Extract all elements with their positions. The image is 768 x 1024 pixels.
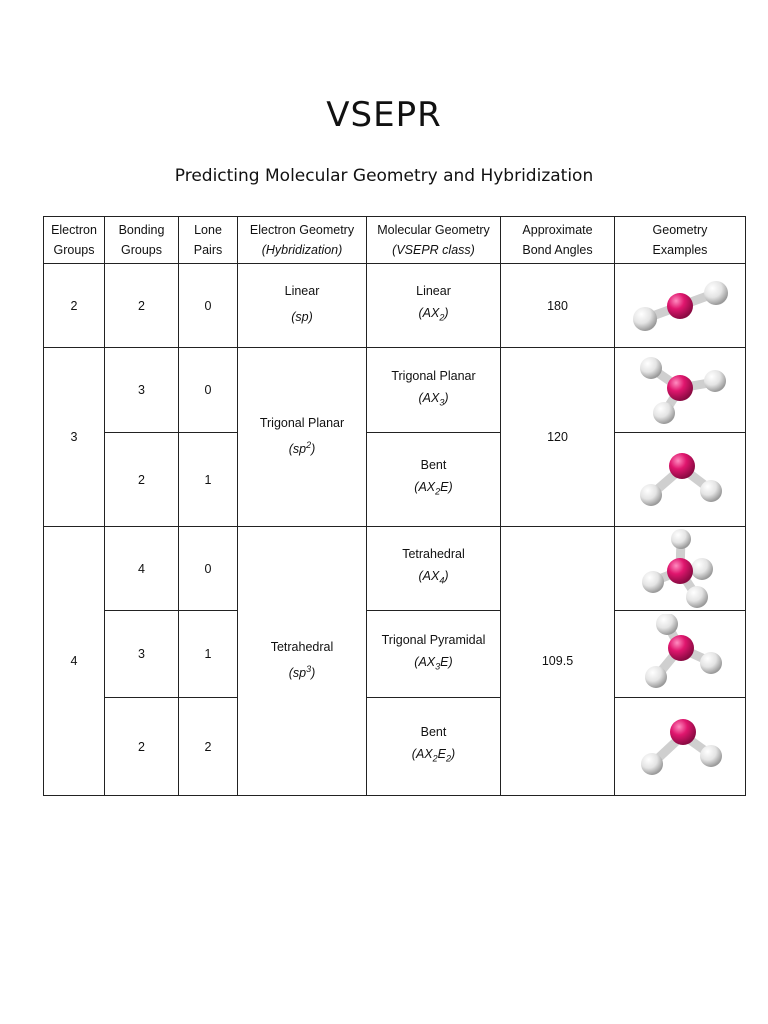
bonding-groups-cell: 2 bbox=[105, 264, 179, 348]
example-cell bbox=[615, 264, 746, 348]
table-row bbox=[44, 527, 746, 611]
molecular-geometry-cell: Bent $(AX_2E)$ bbox=[367, 433, 501, 527]
electron-geometry-cell: Trigonal Planar $(sp^2)$ bbox=[238, 348, 367, 527]
table-row bbox=[44, 611, 746, 698]
vsepr-table bbox=[43, 216, 746, 796]
table-row bbox=[44, 698, 746, 796]
header-molecular-geometry: Molecular Geometry (VSEPR class) bbox=[367, 217, 501, 264]
header-bonding-groups: Bonding Groups bbox=[105, 217, 179, 264]
molecular-geometry-cell: Linear $(AX_2)$ bbox=[367, 264, 501, 348]
table-row bbox=[44, 348, 746, 433]
trigonal-planar-model-icon bbox=[625, 354, 735, 426]
example-cell bbox=[615, 611, 746, 698]
bonding-groups-cell: 2 bbox=[105, 698, 179, 796]
bonding-groups-cell: 3 bbox=[105, 348, 179, 433]
lone-pairs-cell: 1 bbox=[179, 611, 238, 698]
tetrahedral-model-icon bbox=[625, 529, 735, 609]
trigonal-pyramidal-model-icon bbox=[625, 614, 735, 694]
page-title: VSEPR bbox=[326, 95, 442, 135]
bonding-groups-cell: 2 bbox=[105, 433, 179, 527]
bent-model-icon bbox=[625, 707, 735, 787]
header-bond-angles: Approximate Bond Angles bbox=[501, 217, 615, 264]
bent-model-icon bbox=[625, 444, 735, 516]
lone-pairs-cell: 0 bbox=[179, 264, 238, 348]
header-lone-pairs: Lone Pairs bbox=[179, 217, 238, 264]
lone-pairs-cell: 2 bbox=[179, 698, 238, 796]
molecular-geometry-cell: Tetrahedral $(AX_4)$ bbox=[367, 527, 501, 611]
electron-groups-cell: 4 bbox=[44, 527, 105, 796]
bonding-groups-cell: 3 bbox=[105, 611, 179, 698]
bonding-groups-cell: 4 bbox=[105, 527, 179, 611]
example-cell bbox=[615, 348, 746, 433]
example-cell bbox=[615, 527, 746, 611]
page-subtitle: Predicting Molecular Geometry and Hybridization bbox=[174, 166, 594, 186]
bond-angle-cell: 120 bbox=[501, 348, 615, 527]
electron-geometry-cell: Tetrahedral $(sp^3)$ bbox=[238, 527, 367, 796]
bond-angle-cell: 109.5 bbox=[501, 527, 615, 796]
header-electron-geometry: Electron Geometry (Hybridization) bbox=[238, 217, 367, 264]
molecular-geometry-cell: Trigonal Planar $(AX_3)$ bbox=[367, 348, 501, 433]
table-row bbox=[44, 264, 746, 348]
electron-geometry-cell: Linear (sp) bbox=[238, 264, 367, 348]
lone-pairs-cell: 1 bbox=[179, 433, 238, 527]
example-cell bbox=[615, 698, 746, 796]
molecular-geometry-cell: Trigonal Pyramidal $(AX_3E)$ bbox=[367, 611, 501, 698]
lone-pairs-cell: 0 bbox=[179, 348, 238, 433]
lone-pairs-cell: 0 bbox=[179, 527, 238, 611]
electron-groups-cell: 2 bbox=[44, 264, 105, 348]
header-examples: Geometry Examples bbox=[615, 217, 746, 264]
bond-angle-cell: 180 bbox=[501, 264, 615, 348]
molecular-geometry-cell: Bent $(AX_2E_2)$ bbox=[367, 698, 501, 796]
header-electron-groups: Electron Groups bbox=[44, 217, 105, 264]
example-cell bbox=[615, 433, 746, 527]
table-row bbox=[44, 433, 746, 527]
linear-model-icon bbox=[625, 276, 735, 336]
header-row bbox=[44, 217, 746, 264]
electron-groups-cell: 3 bbox=[44, 348, 105, 527]
